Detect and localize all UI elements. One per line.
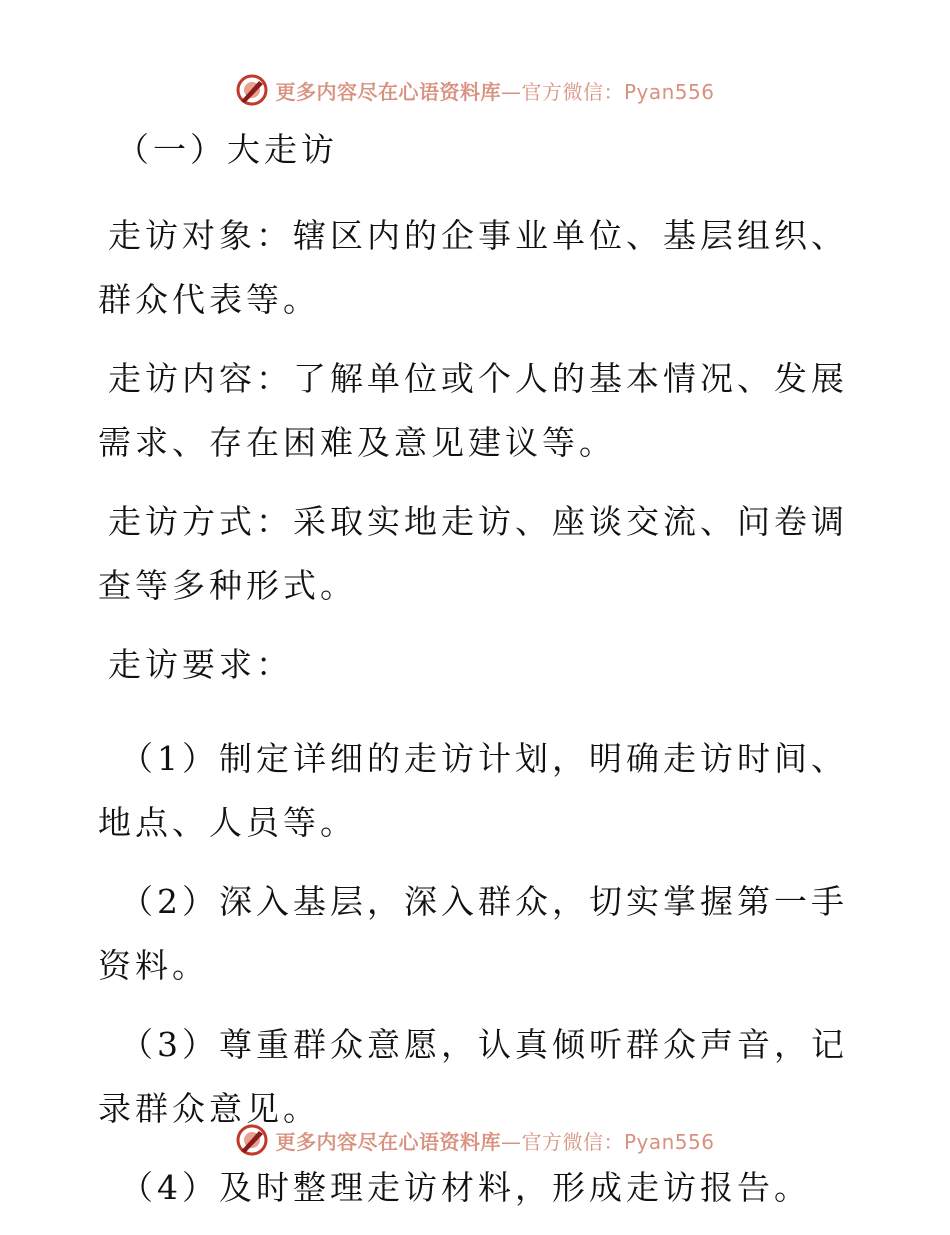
paragraph-visit-targets: 走访对象：辖区内的企事业单位、基层组织、群众代表等。	[98, 216, 848, 319]
paragraph-visit-requirements: 走访要求：	[108, 645, 293, 684]
pen-circle-logo-icon	[235, 73, 269, 107]
watermark-text: 更多内容尽在心语资料库—官方微信：Pyan556	[275, 79, 715, 104]
document-body	[98, 118, 858, 1235]
section-heading: （一）大走访	[116, 130, 338, 169]
requirement-item-4: （4）及时整理走访材料，形成走访报告。	[120, 1168, 811, 1207]
footer-watermark	[0, 1120, 950, 1160]
requirement-item-2: （2）深入基层，深入群众，切实掌握第一手资料。	[98, 882, 848, 985]
header-watermark	[0, 70, 950, 110]
watermark-text: 更多内容尽在心语资料库—官方微信：Pyan556	[275, 1129, 715, 1154]
paragraph-visit-methods: 走访方式：采取实地走访、座谈交流、问卷调查等多种形式。	[98, 502, 848, 605]
requirement-item-1: （1）制定详细的走访计划，明确走访时间、地点、人员等。	[98, 739, 848, 842]
pen-circle-logo-icon	[235, 1123, 269, 1157]
paragraph-visit-content: 走访内容：了解单位或个人的基本情况、发展需求、存在困难及意见建议等。	[98, 359, 848, 462]
requirement-item-3: （3）尊重群众意愿，认真倾听群众声音，记录群众意见。	[98, 1025, 848, 1128]
